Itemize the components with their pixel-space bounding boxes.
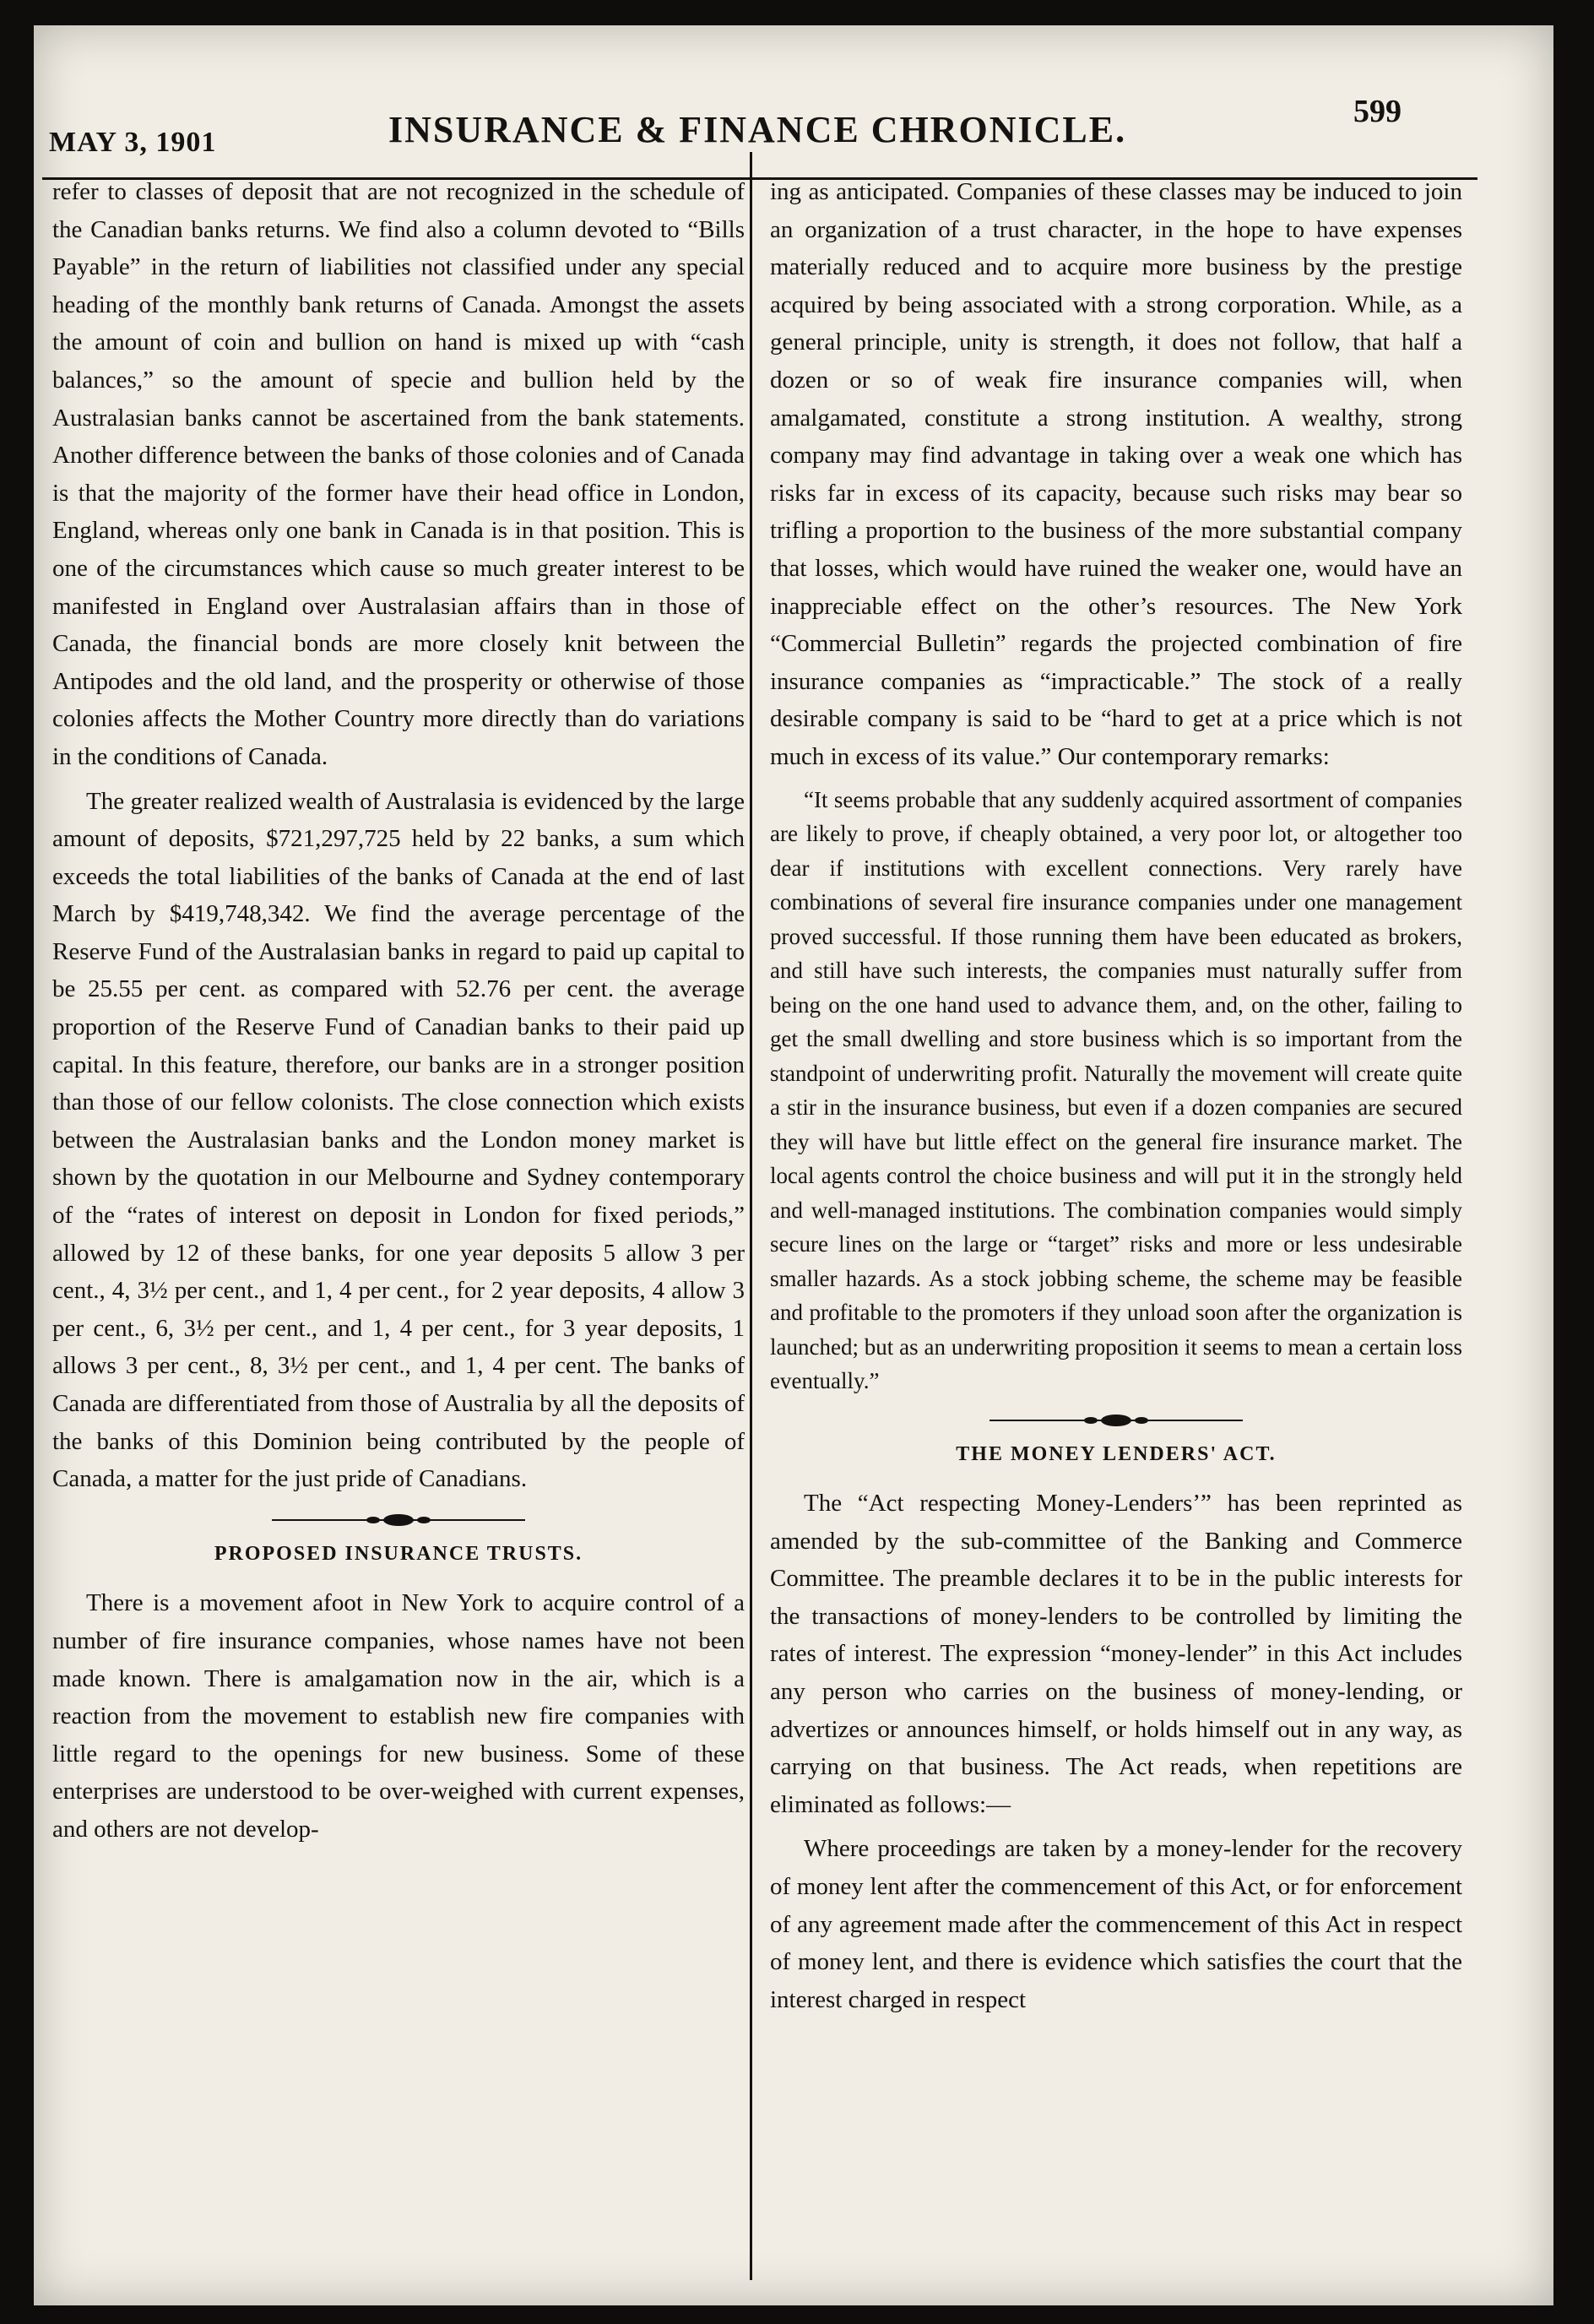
right-column [770,173,1462,2025]
article-paragraph: The “Act respecting Money-Lenders’” has been reprinted as amended by the sub-committee of the Banking and Commerce Committee. The preamble declares it to be in the public interests for the transactions of money-lenders to be controlled by limiting the rates of interest. The expression “money-lender” in this Act includes any person who carries on the business of money-lending, or advertizes or announces himself, or holds himself out in any way, as carrying on that business. The Act reads, when repetitions are eliminated as follows:— [770,1490,1462,1818]
section-ornament [989,1412,1243,1429]
section-title-insurance-trusts: PROPOSED INSURANCE TRUSTS. [214,1542,583,1565]
column-divider [750,152,752,2280]
quoted-passage: “It seems probable that any suddenly acquired assortment of companies are likely to prove, if cheaply obtained, a very poor lot, or altogether too dear if institutions with excellent connections. Very rarely have combinations of several fire insurance companies under one management proved successful. If those running them have been educated as brokers, and still have such interests, the companies must naturally suffer from being on the one hand used to advance them, and, on the other, failing to get the small dwelling and store business which is so important from the standpoint of underwriting profit. Naturally the movement will create quite a stir in the insurance business, but even if a dozen companies are secured they will have but little effect on the general fire insurance market. The local agents control the choice business and will put it in the strongly held and well-managed institutions. The combination companies would simply secure lines on the large or “target” risks and more or less undesirable smaller hazards. As a stock jobbing scheme, the scheme may be feasible and profitable to the promoters if they unload soon after the organization is launched; but as an underwriting proposition it seems to mean a certain loss eventually.” [770,786,1462,1393]
issue-date: MAY 3, 1901 [49,127,217,158]
article-paragraph: There is a movement afoot in New York to acquire control of a number of fire insurance companies, whose names have not been made known. There is amalgamation now in the air, which is a reaction from the movement to establish new fire companies with little regard to the openings for new business. Some of these enterprises are understood to be over-weighed with current expenses, and others are not develop- [52,1589,745,1843]
page-number: 599 [1353,94,1402,129]
newspaper-page [34,25,1553,2305]
article-paragraph: ing as anticipated. Companies of these classes may be induced to join an organization of a trust character, in the hope to have expenses materially reduced and to acquire more business by the prestige acquired by being associated with a strong corporation. While, as a general principle, unity is strength, it does not follow, that half a dozen or so of weak fire insurance companies will, when amalgamated, constitute a strong institution. A wealthy, strong company may find advantage in taking over a weak one which has risks far in excess of its capacity, because such risks may bear so trifling a proportion to the business of the more substantial company that losses, which would have ruined the weaker one, would have an inappreciable effect on the other’s resources. The New York “Commercial Bulletin” regards the projected combination of fire insurance companies as “impracticable.” The stock of a really desirable company is said to be “hard to get at a price which is not much in excess of its value.” Our contemporary remarks: [770,178,1462,770]
left-column [52,173,745,1855]
publication-title: INSURANCE & FINANCE CHRONICLE. [388,109,1127,150]
article-paragraph: The greater realized wealth of Australasia is evidenced by the large amount of deposits, $721,297,725 held by 22 banks, a sum which exceeds the total liabilities of the banks of Canada at the end of last March by $419,748,342. We find the average percentage of the Reserve Fund of the Australasian banks in regard to paid up capital to be 25.55 per cent. as compared with 52.76 per cent. the average proportion of the Reserve Fund of Canadian banks to their paid up capital. In this feature, therefore, our banks are in a stronger position than those of our fellow colonists. The close connection which exists between the Australasian banks and the London money market is shown by the quotation in our Melbourne and Sydney contemporary of the “rates of interest on deposit in London for fixed periods,” allowed by 12 of these banks, for one year deposits 5 allow 3 per cent., 4, 3½ per cent., and 1, 4 per cent., for 2 year deposits, 4 allow 3 per cent., 6, 3½ per cent., and 1, 4 per cent., for 3 year deposits, 1 allows 3 per cent., 8, 3½ per cent., and 1, 4 per cent. The banks of Canada are differentiated from those of Australia by all the deposits of the banks of this Dominion being contributed by the people of Canada, a matter for the just pride of Canadians. [52,787,745,1493]
section-ornament [272,1512,525,1529]
article-paragraph: Where proceedings are taken by a money-lender for the recovery of money lent after the commencement of this Act, or for enforcement of any agreement made after the commencement of this Act in respect of money lent, and there is evidence which satisfies the court that the interest charged in respect [770,1835,1462,2013]
article-paragraph: refer to classes of deposit that are not recognized in the schedule of the Canadian banks returns. We find also a column devoted to “Bills Payable” in the return of liabilities not classified under any special heading of the monthly bank returns of Canada. Amongst the assets the amount of coin and bullion on hand is mixed up with “cash balances,” so the amount of specie and bullion held by the Australasian banks cannot be ascertained from the bank statements. Another difference between the banks of those colonies and of Canada is that the majority of the former have their head office in London, England, whereas only one bank in Canada is in that position. This is one of the circumstances which cause so much greater interest to be manifested in England over Australasian affairs than in those of Canada, the financial bonds are more closely knit between the Antipodes and the old land, and the prosperity or otherwise of those colonies affects the Mother Country more directly than do variations in the conditions of Canada. [52,178,745,770]
section-title-money-lenders-act: THE MONEY LENDERS' ACT. [956,1442,1277,1465]
page-header [34,59,1553,160]
